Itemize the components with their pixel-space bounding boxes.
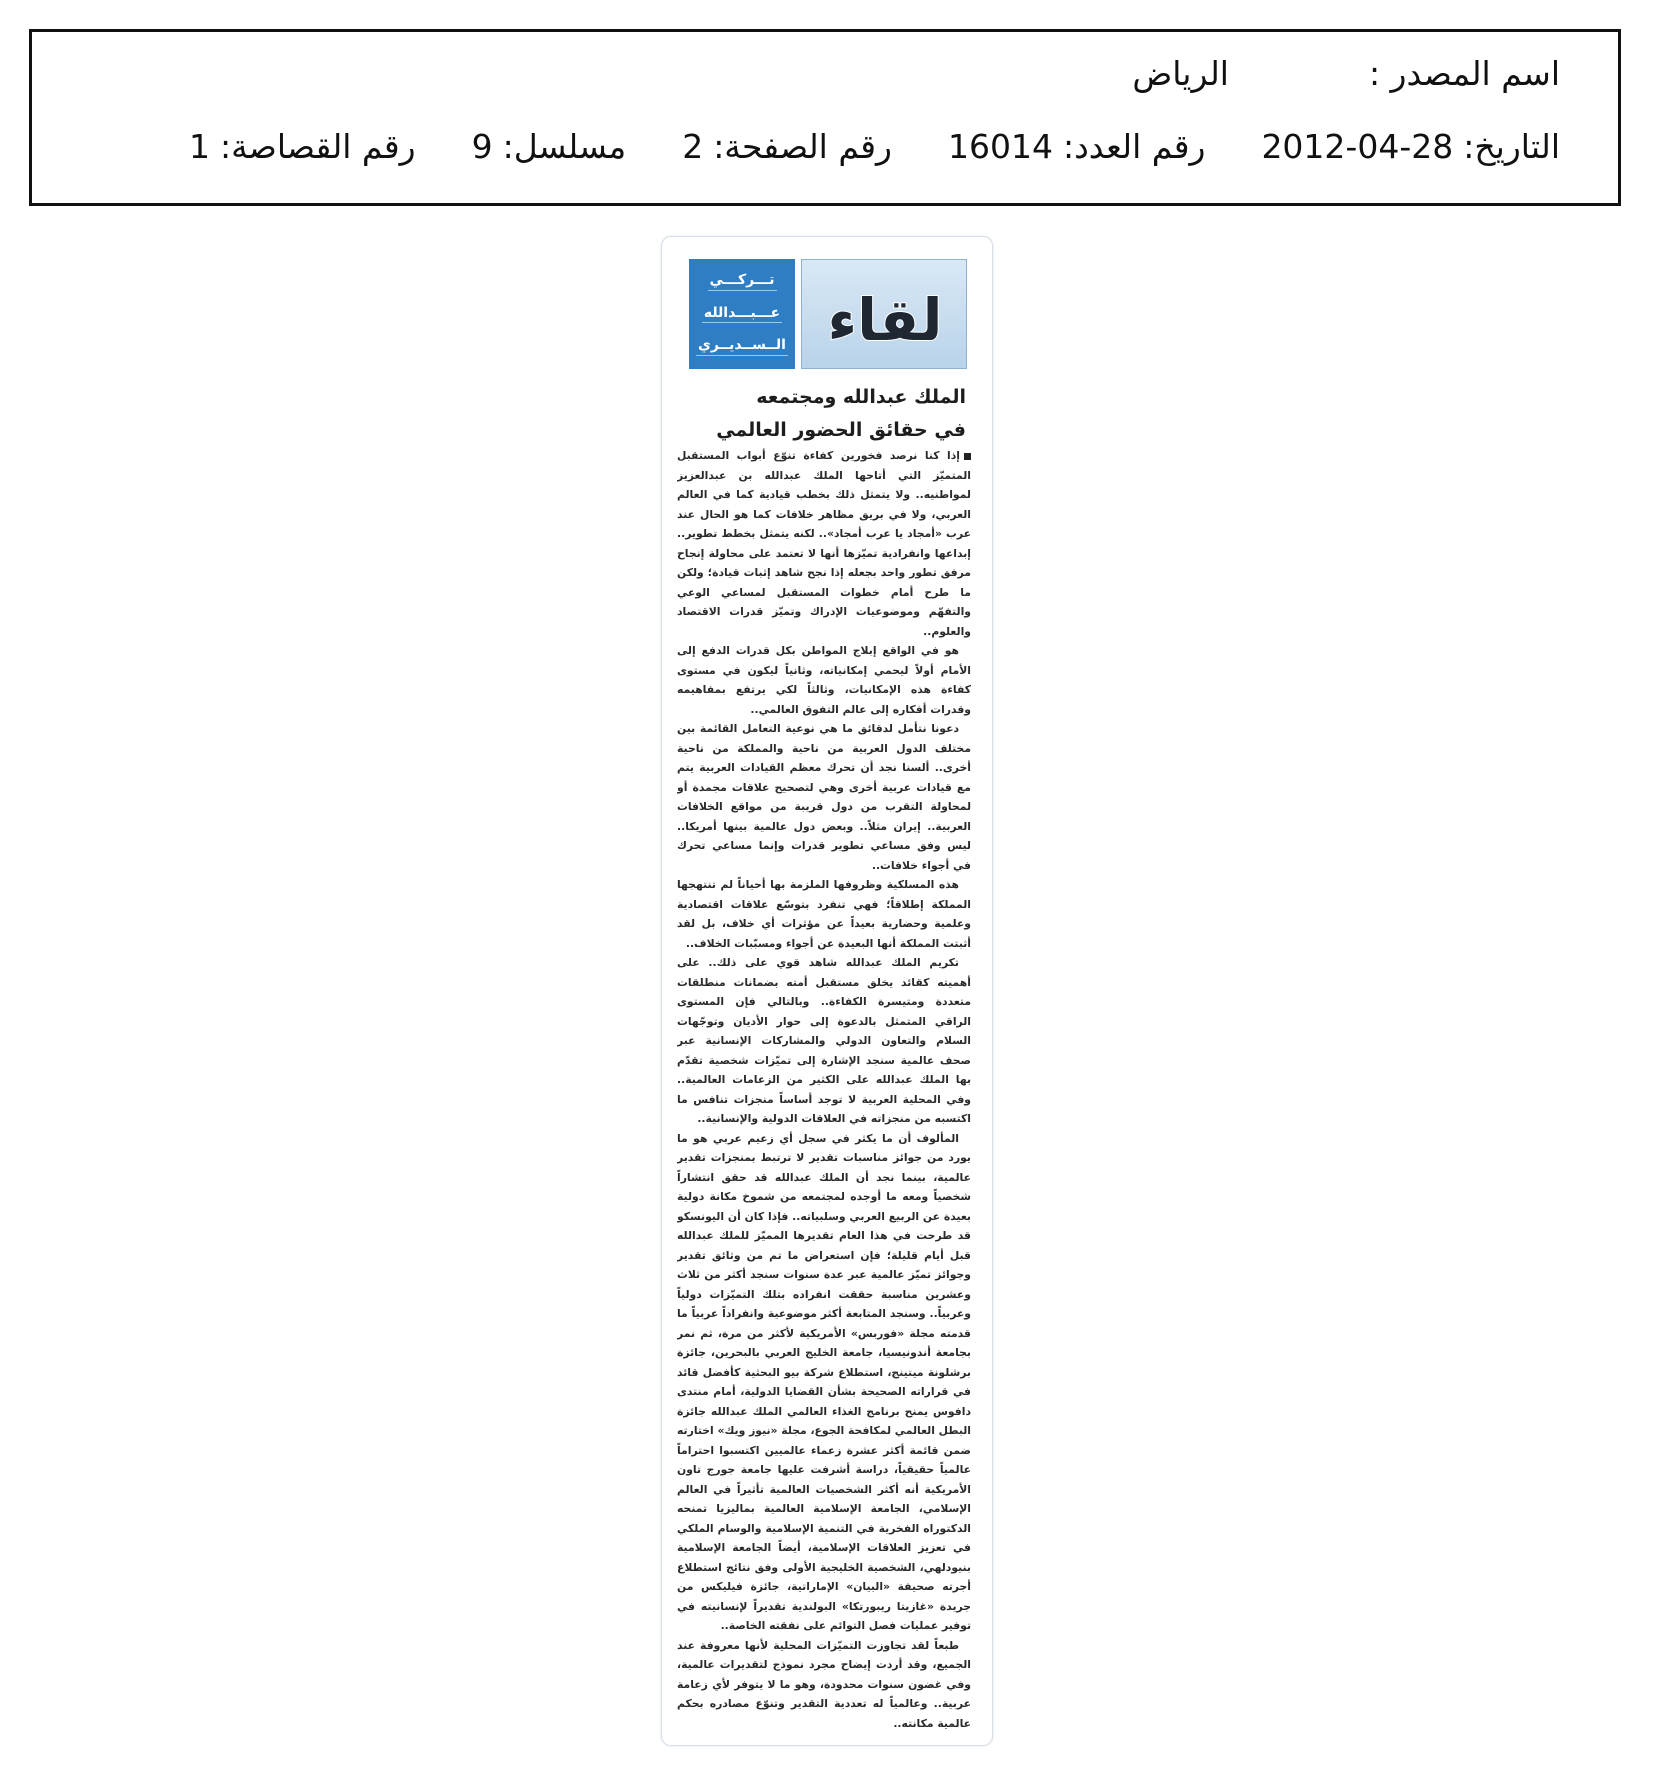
page-value: 2: [682, 127, 704, 166]
serial-label: مسلسل:: [502, 127, 627, 166]
column-logo-text: لقاء: [827, 286, 943, 354]
newspaper-clipping: [661, 236, 993, 1746]
article-paragraph: هو في الواقع إبلاج المواطن بكل قدرات الدفع إلى الأمام أولاً ليحمي إمكانياته، وثانياً ليكون في مستوى كفاءة هذه الإمكانيات، وثالثاً لكي يرتفع بمفاهيمه وقدرات أفكاره إلى عالم التفوق العالمي..: [677, 644, 971, 716]
article-body: [677, 446, 971, 1736]
details-row: [133, 127, 1560, 166]
issue-field: [948, 127, 1205, 166]
article-paragraph: المألوف أن ما يكثر في سجل أي زعيم عربي هو ما يورد من جوائز مناسبات تقدير لا ترتبط بمنجزات تقدير عالمية، بينما نجد أن الملك عبدالله قد حقق انتشاراً شخصياً ومعه ما أوجده لمجتمعه من شموخ مكانة دولية بعيدة عن الربيع العربي وسلبياته.. فإذا كان أن اليونسكو قد طرحت في هذا العام تقديرها المميّز للملك عبدالله قبل أيام قليلة؛ فإن استعراض ما تم من وثائق تقدير وجوائز تميّز عالمية عبر عدة سنوات سنجد أكثر من ثلاث وعشرين مناسبة حققت انفراده بتلك التميّزات دولياً وعربياً.. وسنجد المتابعة أكثر موضوعية وانفراداً عربياً ما قدمته مجلة «فوربس» الأمريكية لأكثر من مرة، ثم نمر بجامعة أندونيسيا، جامعة الخليج العربي بالبحرين، جائزة برشلونة ميتينج، استطلاع شركة بيو البحثية كأفضل قائد في قراراته الصحيحة بشأن القضايا الدولية، أمام منتدى دافوس يمنح برنامج الغذاء العالمي الملك عبدالله جائزة البطل العالمي لمكافحة الجوع، مجلة «نيوز ويك» اختارته ضمن قائمة أكثر عشرة زعماء عالميين اكتسبوا احتراماً عالمياً حقيقياً، دراسة أشرفت عليها جامعة جورج تاون الأمريكية أنه أكثر الشخصيات العالمية تأثيراً في العالم الإسلامي، الجامعة الإسلامية العالمية بماليزيا تمنحه الدكتوراه الفخرية في التنمية الإسلامية والوسام الملكي في تعزيز العلاقات الإسلامية، أيضاً الجامعة الإسلامية بنيودلهي، الشخصية الخليجية الأولى وفق نتائج استطلاع أجرته صحيفة «البيان» الإماراتية، جائزة فيليكس من جريدة «غازيتا ريبورتكا» البولندية تقديراً لإنسانيته في توفير عمليات فصل التوائم على نفقته الخاصة..: [677, 1131, 971, 1632]
article-paragraph: [677, 446, 971, 641]
column-logo-graphic: [802, 260, 968, 370]
source-value: الرياض: [1132, 54, 1229, 93]
source-row: [1132, 54, 1560, 93]
date-field: [1261, 127, 1560, 166]
author-first-name: تـــركـــي: [708, 272, 777, 291]
issue-value: 16014: [948, 127, 1053, 166]
issue-label: رقم العدد:: [1062, 127, 1206, 166]
author-block: [689, 259, 795, 369]
paragraph-marker-icon: [964, 453, 971, 460]
serial-value: 9: [471, 127, 493, 166]
author-middle-name: عـــبـــدالله: [702, 305, 782, 324]
column-masthead: [689, 259, 967, 369]
headline-line-2: في حقائق الحضور العالمي: [716, 419, 966, 441]
author-last-name: الــســديــري: [696, 337, 788, 356]
headline-line-1: الملك عبدالله ومجتمعه: [756, 386, 966, 408]
article-paragraph: دعونا نتأمل لدقائق ما هي نوعية التعامل القائمة بين مختلف الدول العربية من ناحية والمملكة من ناحية أخرى.. ألسنا نجد أن تحرك معظم القيادات العربية يتم مع قيادات عربية أخرى وهي لتصحيح علاقات مجمدة أو لمحاولة التقرب من دول قريبة من مواقع الخلافات العربية.. إيران مثلاً.. وبعض دول عالمية بينها أمريكا.. ليس وفق مساعي تطوير قدرات وإنما مساعي تحرك في أجواء خلافات..: [677, 722, 971, 872]
source-label: اسم المصدر :: [1368, 54, 1560, 93]
metadata-header: [29, 29, 1621, 206]
clip-label: رقم القصاصة:: [220, 127, 416, 166]
article-paragraph: هذه المسلكية وظروفها الملزمة بها أحياناً لم تنتهجها المملكة إطلاقاً؛ فهي تنفرد بتوسّع علاقات اقتصادية وعلمية وحضارية بعيداً عن مؤثرات أي خلاف، بل لقد أثبتت المملكة أنها البعيدة عن أجواء ومسبّبات الخلاف..: [677, 878, 971, 950]
article-paragraph: طبعاً لقد تجاوزت التميّزات المحلية لأنها معروفة عند الجميع، وقد أردت إيضاح مجرد نموذج لتقديرات عالمية، وفي غضون سنوات محدودة، وهو ما لا يتوفر لأي زعامة عربية.. وعالمياً له تعددية التقدير وتنوّع مصادره بحكم عالمية مكانته..: [677, 1638, 971, 1730]
clip-field: [189, 127, 416, 166]
date-label: التاريخ:: [1463, 127, 1560, 166]
column-logo: [801, 259, 967, 369]
paragraph-text: إذا كنا نرصد فخورين كفاءة تنوّع أبواب المستقبل المتميّز التي أتاحها الملك عبدالله بن عبدالعزيز لمواطنيه.. ولا يتمثل ذلك بخطب قيادية كما في العالم العربي، ولا في بريق مظاهر خلافات كما هو الحال عند عرب «أمجاد يا عرب أمجاد».. لكنه يتمثل بخطط تطوير.. إبداعها وانفرادية تميّزها أنها لا تعتمد على محاولة إنجاح مرفق تطور واحد بجعله إذا نجح شاهد إثبات قيادة؛ ولكن ما طرح أمام خطوات المستقبل لمساعي الوعي والتفهّم وموضوعيات الإدراك وتميّز قدرات الاقتصاد والعلوم..: [677, 449, 971, 638]
page-field: [682, 127, 892, 166]
date-value: 2012-04-28: [1261, 127, 1454, 166]
serial-field: [472, 127, 627, 166]
page-label: رقم الصفحة:: [713, 127, 892, 166]
article-paragraph: تكريم الملك عبدالله شاهد قوي على ذلك.. على أهميته كقائد يخلق مستقبل أمته بضمانات منطلقات متعددة ومتيسرة الكفاءة.. وبالتالي فإن المستوى الراقي المتمثل بالدعوة إلى حوار الأديان وتوجّهات السلام والتعاون الدولي والمشاركات الإنسانية عبر صحف عالمية سنجد الإشارة إلى تميّزات شخصية تقدّم بها الملك عبدالله على الكثير من الزعامات العالمية.. وفي المحلية العربية لا توجد أساساً منجزات تنافس ما اكتسبه من منجزاته في العلاقات الدولية والإنسانية..: [677, 956, 971, 1125]
clip-value: 1: [189, 127, 210, 166]
article-headline: [676, 381, 966, 447]
